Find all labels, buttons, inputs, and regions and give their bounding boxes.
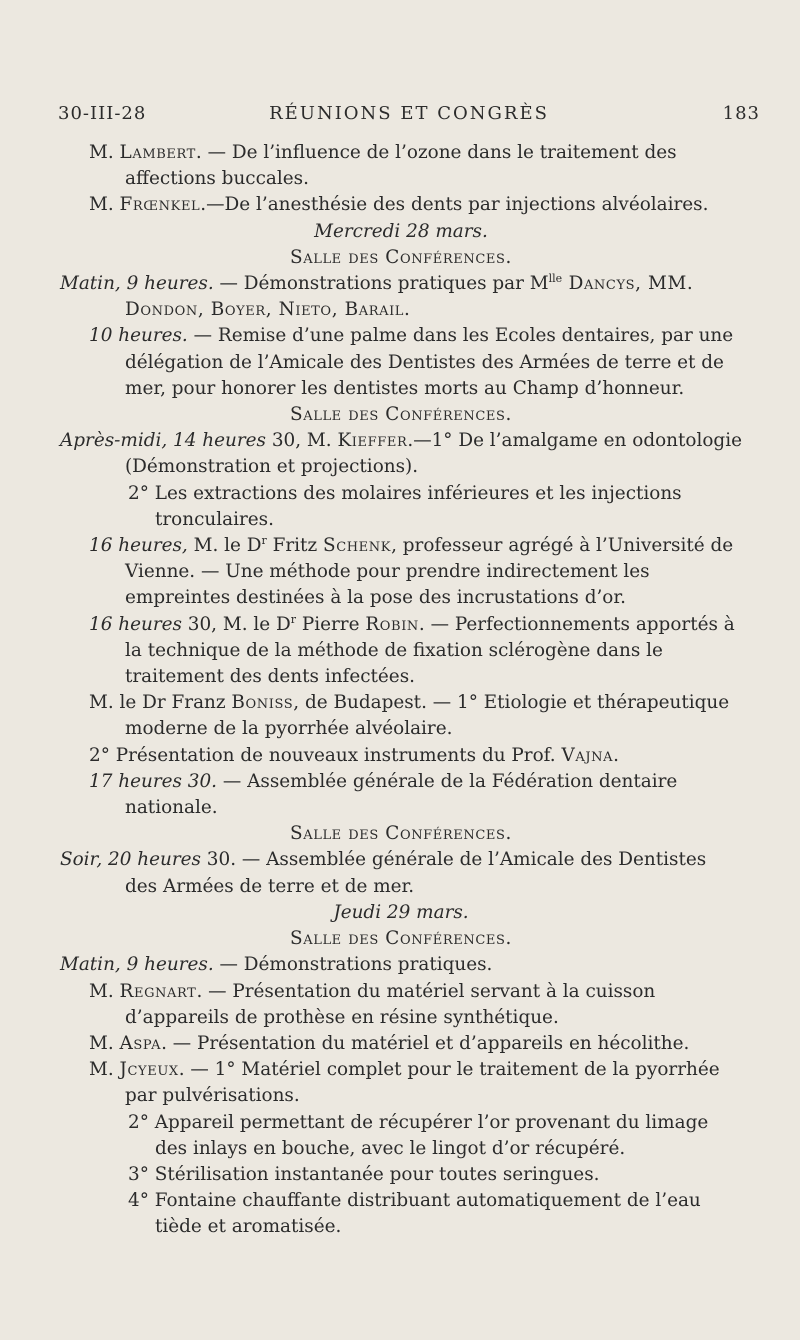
session-time: 17 heures 30. (89, 770, 218, 792)
entry-text: — Remise d’une palme dans les Ecoles dentaires, par une délégation de l’Amicale des Dentistes des Armées de terre et de mer, pour honorer les dentistes morts au Champ d’honneur. (125, 325, 734, 399)
entry-prefix: M. (89, 1032, 120, 1054)
superscript: lle (548, 271, 563, 285)
speaker-name: Lambert (119, 142, 196, 163)
entry-boniss (60, 690, 742, 742)
entry-aspa (60, 1031, 742, 1057)
entry-text: .—1° De l’amalgame en odontologie (Démonstration et projections). (125, 430, 742, 478)
entry-prefix: M. (89, 980, 120, 1002)
entry-apres-midi (60, 428, 742, 480)
entry-text: M. le Dr Franz (89, 692, 232, 714)
speaker-name: Schenk (323, 535, 392, 557)
entry-text: 30, M. (265, 430, 338, 452)
session-time: 10 heures. (89, 325, 188, 347)
entry-text: . — 1° Matériel complet pour le traitement de la pyorrhée par pulvérisations. (125, 1059, 720, 1107)
entry-jcyeux-item3: 3° Stérilisation instantanée pour toutes seringues. (128, 1163, 600, 1185)
speaker-name: Vajna (561, 744, 614, 766)
entry-prefix: M. (89, 142, 120, 163)
entry-text: — Démonstrations pratiques. (213, 954, 493, 976)
entry-text: . — Perfectionnements apportés à la technique de la méthode de fixation sclérogène dans le traitement des dents infectées. (125, 613, 735, 688)
day-heading-wednesday: Mercredi 28 mars. (314, 220, 488, 242)
venue-heading: Salle des Conférences. (290, 928, 512, 950)
session-time: Après-midi, 14 heures (60, 430, 266, 452)
day-heading-thursday: Jeudi 29 mars. (333, 901, 469, 923)
venue-heading: Salle des Conférences. (290, 404, 512, 426)
entry-matin-wednesday (60, 271, 742, 323)
entry-regnart (60, 979, 742, 1031)
speaker-name: Jcyeux (119, 1059, 179, 1081)
entry-text: — Démonstrations pratiques par M (213, 273, 549, 295)
entry-jcyeux-item2: 2° Appareil permettant de récupérer l’or provenant du limage des inlays en bouche, avec le lingot d’or récupéré. (128, 1111, 709, 1159)
header-title: RÉUNIONS ET CONGRÈS (269, 103, 549, 124)
entry-text: — Assemblée générale de la Fédération dentaire nationale. (125, 770, 678, 819)
entry-16h (60, 533, 742, 612)
session-time: Matin, 9 heures. (60, 273, 214, 295)
entry-text: .—De l’anesthésie des dents par injections alvéolaires. (200, 194, 709, 216)
entry-text: Fritz (266, 535, 323, 557)
speaker-name: Boniss (231, 692, 294, 714)
speaker-name: Aspa (119, 1032, 162, 1054)
entry-froenkel (60, 192, 742, 218)
entry-text: . (613, 744, 619, 766)
entry-text: M. le D (187, 535, 262, 557)
header-date: 30-III-28 (58, 103, 147, 124)
speaker-name: Robin (365, 613, 419, 635)
venue-heading: Salle des Conférences. (290, 823, 512, 845)
page-body (60, 140, 742, 1241)
entry-text: . — Présentation du matériel et d’appareils en hécolithe. (161, 1032, 690, 1054)
entry-text: , de Budapest. — 1° Etiologie et thérapeutique moderne de la pyorrhée alvéolaire. (125, 692, 730, 740)
session-time: 16 heures, (89, 535, 188, 557)
speaker-names: Dancys, MM. Dondon, Boyer, Nieto, Barail. (125, 273, 694, 321)
entry-text: 2° Présentation de nouveaux instruments du Prof. (89, 744, 562, 766)
speaker-name: Frœnkel (119, 194, 201, 216)
entry-10h (60, 323, 742, 402)
entry-boniss-item2 (60, 743, 742, 769)
entry-text: . — De l’influence de l’ozone dans le traitement des affections buccales. (125, 142, 677, 190)
page-number: 183 (722, 103, 760, 124)
entry-matin-thursday (60, 952, 742, 978)
entry-apres-midi-item2: 2° Les extractions des molaires inférieures et les injections tronculaires. (128, 482, 682, 530)
speaker-name: Regnart (119, 980, 197, 1002)
entry-jcyeux-item4: 4° Fontaine chauffante distribuant automatiquement de l’eau tiède et aromatisée. (128, 1190, 701, 1238)
session-time: Soir, 20 heures (60, 849, 201, 871)
entry-text: . — Présentation du matériel servant à la cuisson d’appareils de prothèse en résine synthétique. (125, 980, 656, 1028)
speaker-name: Kieffer (337, 430, 408, 452)
entry-soir (60, 847, 742, 899)
entry-16h30 (60, 612, 742, 691)
entry-lambert (60, 140, 742, 192)
session-time: Matin, 9 heures. (60, 954, 214, 976)
running-header (58, 103, 760, 129)
entry-prefix: M. (89, 194, 120, 216)
superscript: r (261, 533, 267, 547)
entry-text: , professeur agrégé à l’Université de Vienne. — Une méthode pour prendre indirectement les empreintes destinées à la pose des incrustations d’or. (125, 535, 734, 609)
session-time: 16 heures (89, 613, 182, 635)
entry-text: 30, M. le D (181, 613, 291, 635)
entry-prefix: M. (89, 1059, 120, 1081)
entry-text: 30. — Assemblée générale de l’Amicale des Dentistes des Armées de terre et de mer. (125, 849, 707, 897)
venue-heading: Salle des Conférences. (290, 246, 512, 268)
entry-17h30 (60, 769, 742, 821)
superscript: r (290, 612, 297, 626)
entry-text: Pierre (296, 613, 366, 635)
entry-jcyeux (60, 1057, 742, 1109)
